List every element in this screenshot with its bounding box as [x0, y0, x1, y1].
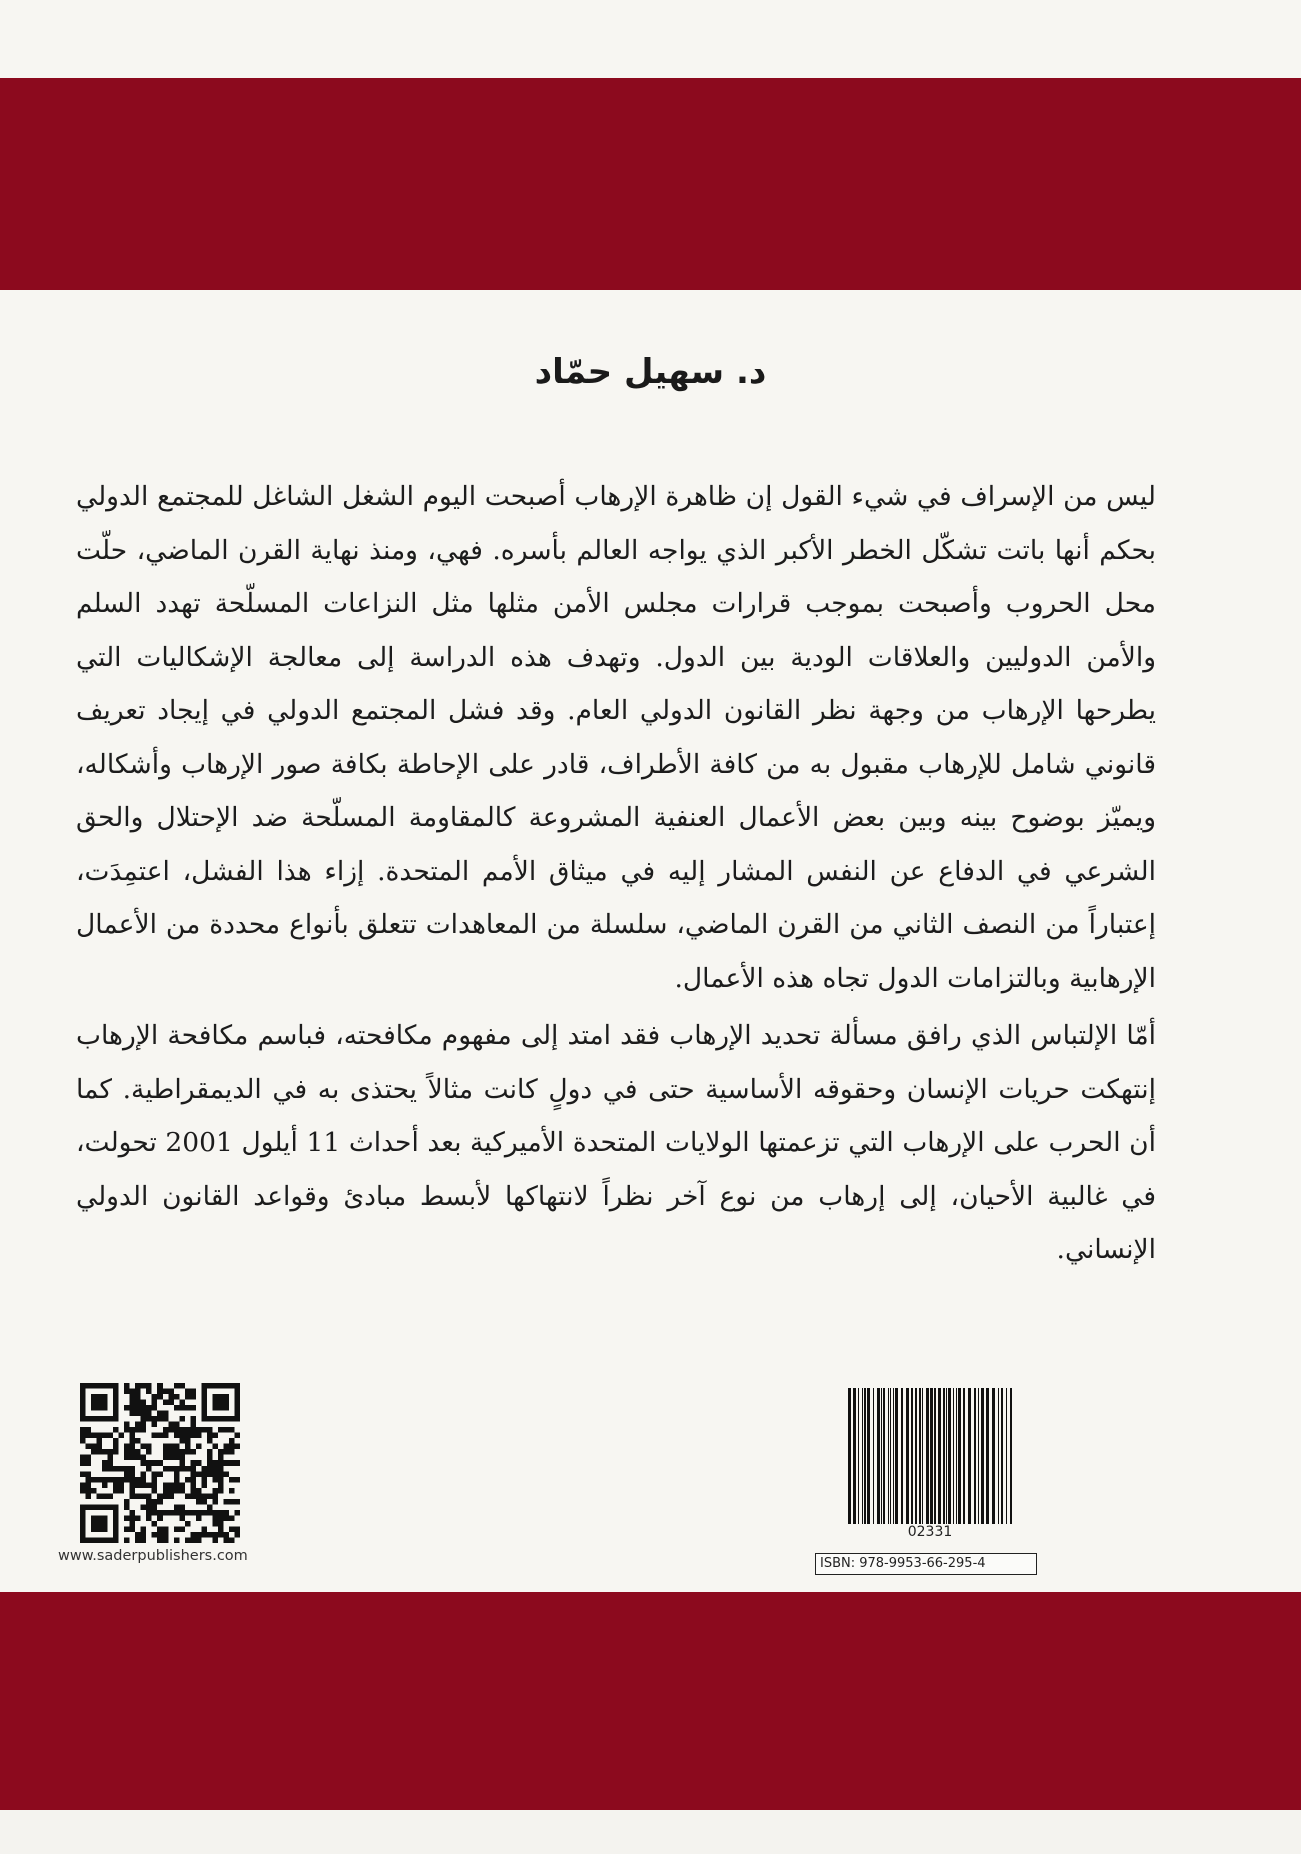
synopsis-paragraph-1: ليس من الإسراف في شيء القول إن ظاهرة الإرهاب أصبحت اليوم الشغل الشاغل للمجتمع الدولي بحكم أنها باتت تشكّل الخطر الأكبر الذي يواجه العالم بأسره. فهي، ومنذ نهاية القرن الماضي، حلّت محل الحروب وأصبحت بموجب قرارات مجلس الأمن مثلها مثل النزاعات المسلّحة تهدد السلم والأمن الدوليين والعلاقات الودية بين الدول. وتهدف هذه الدراسة إلى معالجة الإشكاليات التي يطرحها الإرهاب من وجهة نظر القانون الدولي العام. وقد فشل المجتمع الدولي في إيجاد تعريف قانوني شامل للإرهاب مقبول به من كافة الأطراف، قادر على الإحاطة بكافة صور الإرهاب وأشكاله، ويميّز بوضوح بينه وبين بعض الأعمال العنفية المشروعة كالمقاومة المسلّحة ضد الإحتلال والحق الشرعي في الدفاع عن النفس المشار إليه في ميثاق الأمم المتحدة. إزاء هذا الفشل، اعتمِدَت، إعتباراً من النصف الثاني من القرن الماضي، سلسلة من المعاهدات تتعلق بأنواع محددة من الأعمال الإرهابية وبالتزامات الدول تجاه هذه الأعمال. [76, 481, 1156, 994]
qr-code [80, 1383, 240, 1543]
barcode [846, 1388, 1014, 1524]
publisher-website[interactable]: www.saderpublishers.com [58, 1548, 248, 1564]
top-red-band [0, 78, 1301, 290]
barcode-number: 02331 [907, 1524, 953, 1540]
synopsis-paragraph-2: أمّا الإلتباس الذي رافق مسألة تحديد الإرهاب فقد امتد إلى مفهوم مكافحته، فباسم مكافحة الإرهاب إنتهكت حريات الإنسان وحقوقه الأساسية حتى في دولٍ كانت مثالاً يحتذى به في الديمقراطية. كما أن الحرب على الإرهاب التي تزعمتها الولايات المتحدة الأميركية بعد أحداث 11 أيلول 2001 تحولت، في غالبية الأحيان، إلى إرهاب من نوع آخر نظراً لانتهاكها لأبسط مبادئ وقواعد القانون الدولي الإنساني. [76, 1020, 1156, 1265]
isbn-label: ISBN: 978-9953-66-295-4 [815, 1553, 1037, 1575]
synopsis [76, 470, 1156, 1277]
author-name: د. سهيل حمّاد [534, 352, 767, 392]
bottom-red-band [0, 1592, 1301, 1810]
bottom-paper-strip [0, 1810, 1301, 1854]
